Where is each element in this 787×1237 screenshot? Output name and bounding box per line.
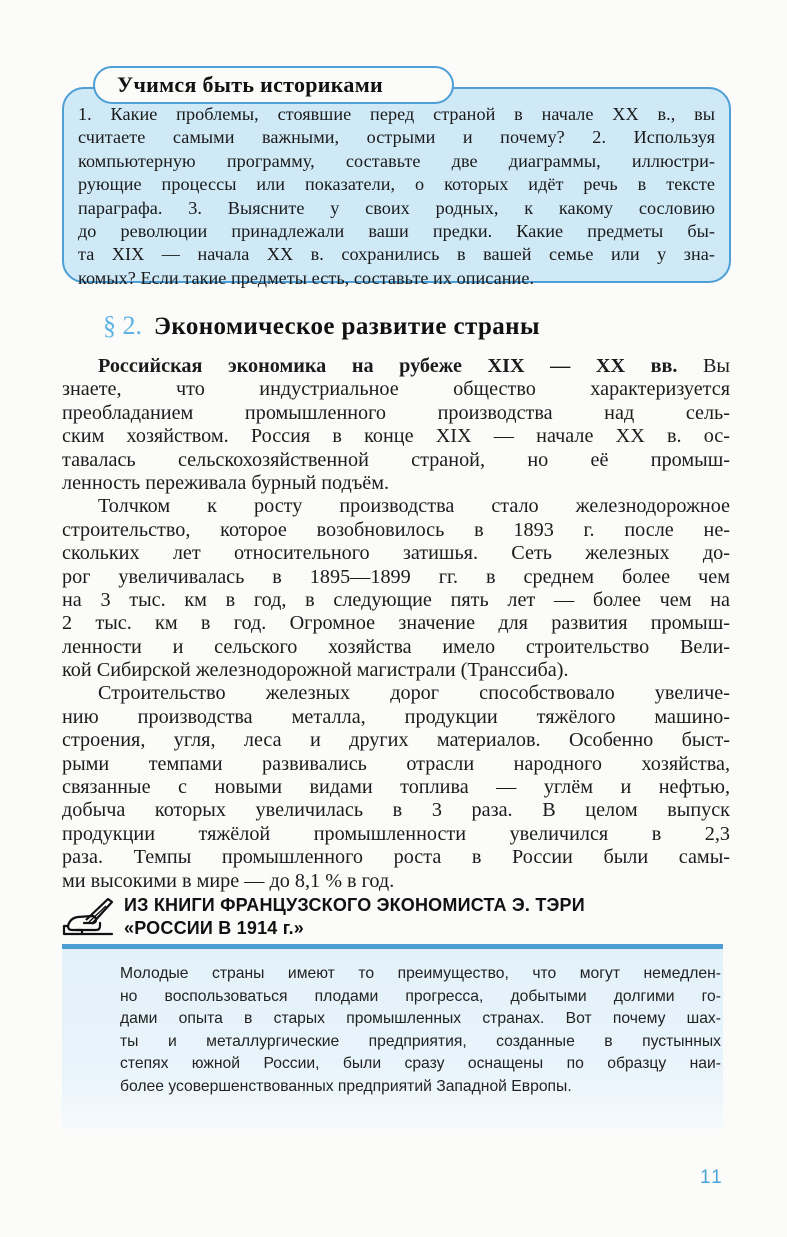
learn-box-title-tab [93, 66, 454, 104]
section-number: § 2. [103, 311, 142, 340]
body-line: кой Сибирской железнодорожной магистрали (Транссиба). [62, 659, 569, 682]
learn-box [62, 87, 731, 288]
body-line: Толчком к росту производства стало железнодорожное [98, 495, 730, 518]
learn-line: параграфа. 3. Выясните у своих родных, к какому сословию [78, 197, 715, 218]
body-line: скольких лет относительного затишья. Сеть железных до- [62, 542, 730, 565]
body-line: связанные с новыми видами топлива — углём и нефтью, [62, 776, 730, 799]
section-title: Экономическое развитие страны [154, 313, 540, 340]
quote-heading-line: «РОССИИ В 1914 г.» [124, 918, 305, 938]
quote-line: более усовершенствованных предприятий Западной Европы. [120, 1077, 572, 1095]
body-line: рыми темпами развивались отрасли народного хозяйства, [62, 752, 730, 775]
writing-hand-icon [62, 896, 114, 936]
body-line: ленности и сельского хозяйства имело строительство Вели- [62, 635, 730, 658]
body-line: добыча которых увеличилась в 3 раза. В целом выпуск [62, 799, 730, 822]
learn-line: до революции принадлежали ваши предки. Какие предметы бы- [78, 221, 715, 242]
body-line: 2 тыс. км в год. Огромное значение для развития промыш- [62, 612, 730, 635]
body-subheading: Российская экономика на рубеже XIX — XX вв. [98, 355, 678, 377]
learn-line: 1. Какие проблемы, стоявшие перед страной в начале XX в., вы [78, 104, 715, 124]
body-line: нию производства металла, продукции тяжёлого машино- [62, 705, 730, 728]
body-line [62, 355, 730, 378]
body-line: раза. Темпы промышленного роста в России были самы- [62, 846, 730, 869]
body-line: знаете, что индустриальное общество характеризуется [62, 378, 730, 401]
learn-box-title: Учимся быть историками [117, 72, 383, 97]
learn-line: компьютерную программу, составьте две диаграммы, иллюстри- [78, 150, 715, 171]
body-line: преобладанием промышленного производства над сель- [62, 401, 730, 424]
body-line: тавалась сельскохозяйственной страной, но её промыш- [62, 448, 730, 471]
body-line-tail: Вы [677, 355, 730, 377]
body-line: ленность переживала бурный подъём. [62, 471, 390, 494]
body-line: на 3 тыс. км в год, в следующие пять лет — более чем на [62, 588, 730, 611]
section-header [103, 311, 743, 351]
quote-panel [62, 944, 723, 1129]
quote-heading-line: ИЗ КНИГИ ФРАНЦУЗСКОГО ЭКОНОМИСТА Э. ТЭРИ [124, 895, 585, 915]
body-line: ским хозяйством. Россия в конце XIX — начале XX в. ос- [62, 425, 730, 448]
learn-line: комых? Если такие предметы есть, составьте их описание. [78, 267, 535, 288]
body-line: строительство, которое возобновилось в 1893 г. после не- [62, 518, 730, 541]
page-number: 11 [700, 1167, 724, 1188]
quote-line: дами опыта в старых промышленных странах. Вот почему шах- [120, 1010, 721, 1028]
quote-heading [124, 894, 734, 940]
body-line: рог увеличивалась в 1895—1899 гг. в среднем более чем [62, 565, 730, 588]
learn-line: рующие процессы или показатели, о которых идёт речь в тексте [78, 174, 715, 195]
body-line: строения, угля, леса и других материалов. Особенно быст- [62, 729, 730, 752]
body-line: продукции тяжёлой промышленности увеличился в 2,3 [62, 822, 730, 845]
quote-line: степях южной России, были сразу оснащены по образцу наи- [120, 1055, 721, 1073]
quote-line: Молодые страны имеют то преимущество, что могут немедлен- [120, 965, 721, 982]
learn-line: считаете самыми важными, острыми и почему? 2. Используя [78, 127, 715, 148]
body-line: ми высокими в мире — до 8,1 % в год. [62, 869, 395, 892]
quote-line: но воспользоваться плодами прогресса, добытыми долгими го- [120, 987, 721, 1005]
body-text [62, 355, 730, 893]
quote-line: ты и металлургические предприятия, созданные в пустынных [120, 1032, 721, 1050]
learn-line: та XIX — начала XX в. сохранились в вашей семье или у зна- [78, 244, 715, 265]
body-line: Строительство железных дорог способствовало увеличе- [98, 682, 730, 705]
learn-box-text [78, 103, 715, 290]
